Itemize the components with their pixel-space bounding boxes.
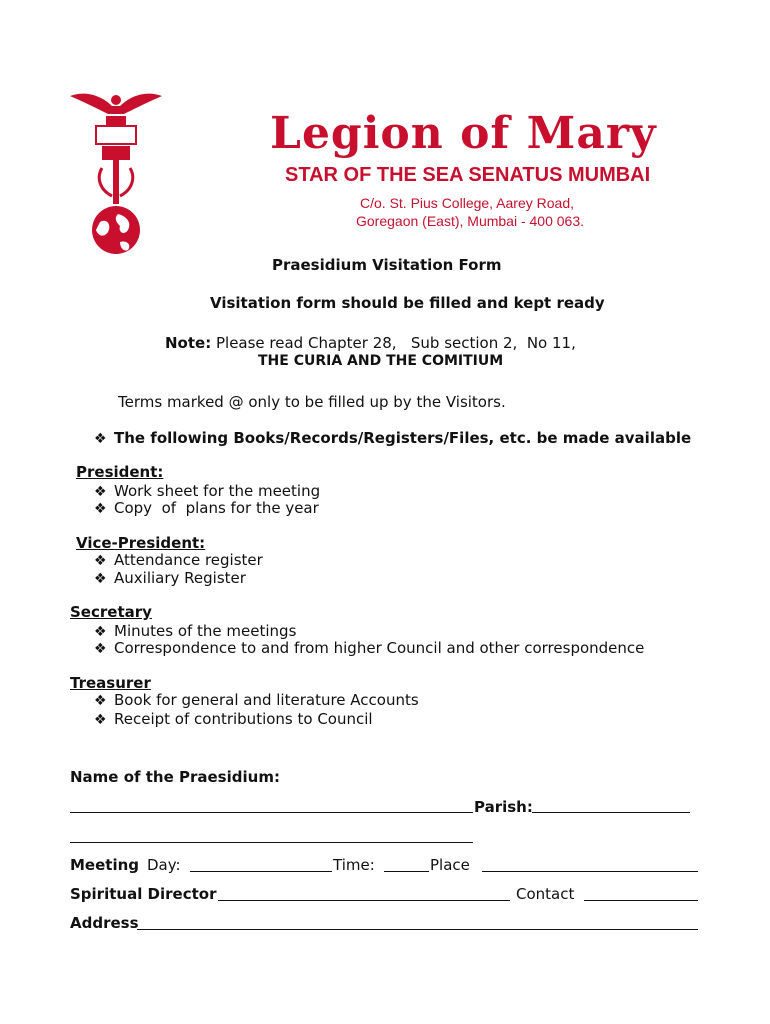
diamond-bullet-icon: ❖ bbox=[94, 641, 107, 657]
diamond-bullet-icon: ❖ bbox=[94, 693, 107, 709]
contact-field[interactable] bbox=[584, 900, 698, 901]
diamond-bullet-icon: ❖ bbox=[94, 553, 107, 569]
list-item: ❖ Correspondence to and from higher Council and other correspondence bbox=[94, 639, 645, 657]
diamond-bullet-icon: ❖ bbox=[94, 431, 107, 447]
senatus-name: STAR OF THE SEA SENATUS MUMBAI bbox=[285, 164, 651, 186]
form-subtitle: Visitation form should be filled and kept ready bbox=[210, 294, 605, 312]
address-label: Address bbox=[70, 914, 139, 932]
list-item: ❖ Book for general and literature Accounts bbox=[94, 691, 419, 709]
diamond-bullet-icon: ❖ bbox=[94, 712, 107, 728]
spiritual-director-field[interactable] bbox=[218, 900, 510, 901]
section-heading-president: President: bbox=[76, 463, 164, 481]
org-name: Legion of Mary bbox=[270, 108, 657, 159]
list-item: ❖ Attendance register bbox=[94, 551, 263, 569]
note-text: Please read Chapter 28, Sub section 2, No 11, bbox=[215, 334, 576, 352]
parish-label: Parish: bbox=[474, 798, 533, 816]
note-line bbox=[165, 334, 576, 352]
list-item: ❖ Copy of plans for the year bbox=[94, 499, 319, 517]
list-item: ❖ Minutes of the meetings bbox=[94, 622, 297, 640]
meeting-day-field[interactable] bbox=[190, 871, 332, 872]
terms-note: Terms marked @ only to be filled up by the Visitors. bbox=[118, 393, 506, 411]
meeting-time-field[interactable] bbox=[384, 871, 429, 872]
praesidium-name-field-line-2[interactable] bbox=[70, 842, 473, 843]
address-field[interactable] bbox=[137, 929, 698, 930]
diamond-bullet-icon: ❖ bbox=[94, 624, 107, 640]
spiritual-director-label: Spiritual Director bbox=[70, 885, 217, 903]
available-heading: ❖ The following Books/Records/Registers/Files, etc. be made available bbox=[94, 429, 692, 447]
parish-field[interactable] bbox=[532, 812, 690, 813]
note-label: Note: bbox=[165, 334, 212, 352]
section-heading-treasurer: Treasurer bbox=[70, 674, 151, 692]
list-item: ❖ Work sheet for the meeting bbox=[94, 482, 321, 500]
list-item: ❖ Receipt of contributions to Council bbox=[94, 710, 373, 728]
contact-label: Contact bbox=[516, 885, 575, 903]
list-item: ❖ Auxiliary Register bbox=[94, 569, 246, 587]
meeting-place-field[interactable] bbox=[482, 871, 698, 872]
legion-emblem-icon bbox=[66, 86, 166, 258]
note-reference: THE CURIA AND THE COMITIUM bbox=[258, 353, 504, 369]
section-heading-secretary: Secretary bbox=[70, 603, 152, 621]
diamond-bullet-icon: ❖ bbox=[94, 571, 107, 587]
place-label: Place bbox=[430, 856, 470, 874]
praesidium-name-field[interactable] bbox=[70, 812, 473, 813]
time-label: Time: bbox=[333, 856, 375, 874]
address-line-2: Goregaon (East), Mumbai - 400 063. bbox=[356, 213, 585, 229]
diamond-bullet-icon: ❖ bbox=[94, 484, 107, 500]
praesidium-name-label: Name of the Praesidium: bbox=[70, 768, 280, 786]
meeting-label: Meeting bbox=[70, 856, 140, 874]
section-heading-vice-president: Vice-President: bbox=[76, 534, 206, 552]
day-label: Day: bbox=[147, 856, 181, 874]
address-line-1: C/o. St. Pius College, Aarey Road, bbox=[360, 195, 574, 211]
form-title: Praesidium Visitation Form bbox=[272, 256, 502, 274]
diamond-bullet-icon: ❖ bbox=[94, 501, 107, 517]
